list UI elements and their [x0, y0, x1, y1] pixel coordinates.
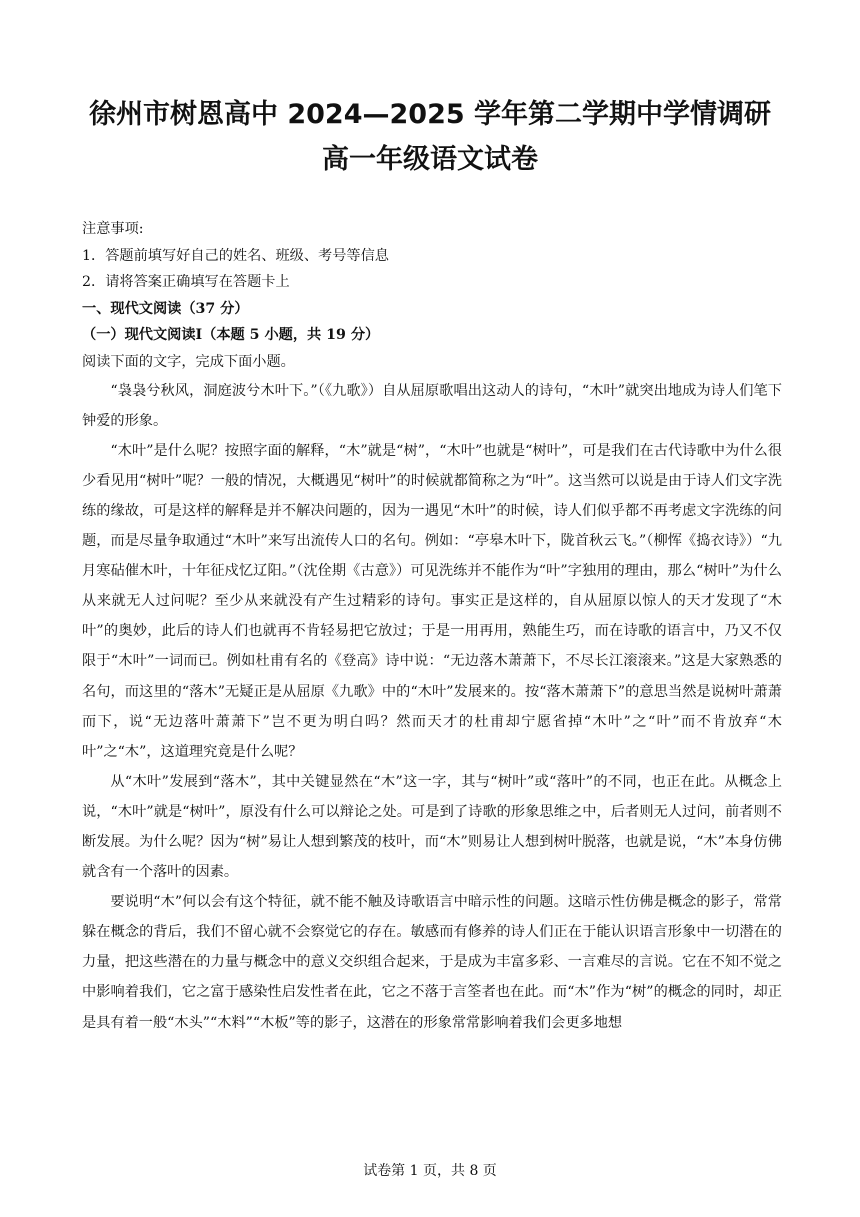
exam-title: 徐州市树恩高中 2024—2025 学年第二学期中学情调研: [88, 99, 772, 130]
section-subheading: （一）现代文阅读Ⅰ（本题 5 小题，共 19 分）: [82, 327, 380, 344]
notes-item-1: 1．答题前填写好自己的姓名、班级、考号等信息: [82, 247, 389, 264]
passage-paragraph-3: 从“木叶”发展到“落木”，其中关键显然在“木”这一字，其与“树叶”或“落叶”的不同，也正在此。从概念上说，“木叶”就是“树叶”，原没有什么可以辩论之处。可是到了诗歌的形象思维之中，后者则无人过问，前者则不断发展。为什么呢？因为“树”易让人想到繁茂的枝叶，而“木”则易让人想到树叶脱落，也就是说，“木”本身仿佛就含有一个落叶的因素。: [82, 773, 782, 881]
notes-item-2: 2．请将答案正确填写在答题卡上: [82, 274, 290, 291]
exam-subtitle: 高一年级语文试卷: [322, 144, 538, 175]
page-footer: 试卷第 1 页，共 8 页: [363, 1163, 497, 1179]
exam-body: [82, 216, 782, 1038]
section-heading: 一、现代文阅读（37 分）: [82, 300, 249, 317]
passage-paragraph-2: “木叶”是什么呢？按照字面的解释，“木”就是“树”，“木叶”也就是“树叶”，可是我们在古代诗歌中为什么很少看见用“树叶”呢？一般的情况，大概遇见“树叶”的时候就都简称之为“叶”。这当然可以说是由于诗人们文字洗练的缘故，可是这样的解释是并不解决问题的，因为一遇见“木叶”的时候，诗人们似乎都不再考虑文字洗练的问题，而是尽量争取通过“木叶”来写出流传人口的名句。例如：“亭皋木叶下，陇首秋云飞。”（柳恽《捣衣诗》）“九月寒砧催木叶，十年征戍忆辽阳。”（沈佺期《古意》）可见洗练并不能作为“叶”字独用的理由，那么“树叶”为什么从来就无人过问呢？至少从来就没有产生过精彩的诗句。事实正是这样的，自从屈原以惊人的天才发现了“木叶”的奥妙，此后的诗人们也就再不肯轻易把它放过；于是一用再用，熟能生巧，而在诗歌的语言中，乃又不仅限于“木叶”一词而已。例如杜甫有名的《登高》诗中说：“无边落木萧萧下，不尽长江滚滚来。”这是大家熟悉的名句，而这里的“落木”无疑正是从屈原《九歌》中的“木叶”发展来的。按“落木萧萧下”的意思当然是说树叶萧萧而下，说“无边落叶萧萧下”岂不更为明白吗？然而天才的杜甫却宁愿省掉“木叶”之“叶”而不肯放弃“木叶”之“木”，这道理究竟是什么呢？: [82, 442, 782, 760]
passage-paragraph-1: “袅袅兮秋风，洞庭波兮木叶下。”（《九歌》）自从屈原歌唱出这动人的诗句，“木叶”就突出地成为诗人们笔下钟爱的形象。: [82, 382, 782, 429]
section-instruction: 阅读下面的文字，完成下面小题。: [82, 353, 295, 370]
passage-paragraph-4: 要说明“木”何以会有这个特征，就不能不触及诗歌语言中暗示性的问题。这暗示性仿佛是概念的影子，常常躲在概念的背后，我们不留心就不会察觉它的存在。敏感而有修养的诗人们正在于能认识语言形象中一切潜在的力量，把这些潜在的力量与概念中的意义交织组合起来，于是成为丰富多彩、一言难尽的言说。它在不知不觉之中影响着我们，它之富于感染性启发性者在此，它之不落于言筌者也在此。而“木”作为“树”的概念的同时，却正是具有着一般“木头”“木料”“木板”等的影子，这潜在的形象常常影响着我们会更多地想: [82, 894, 782, 1031]
notes-heading: 注意事项:: [82, 221, 144, 237]
